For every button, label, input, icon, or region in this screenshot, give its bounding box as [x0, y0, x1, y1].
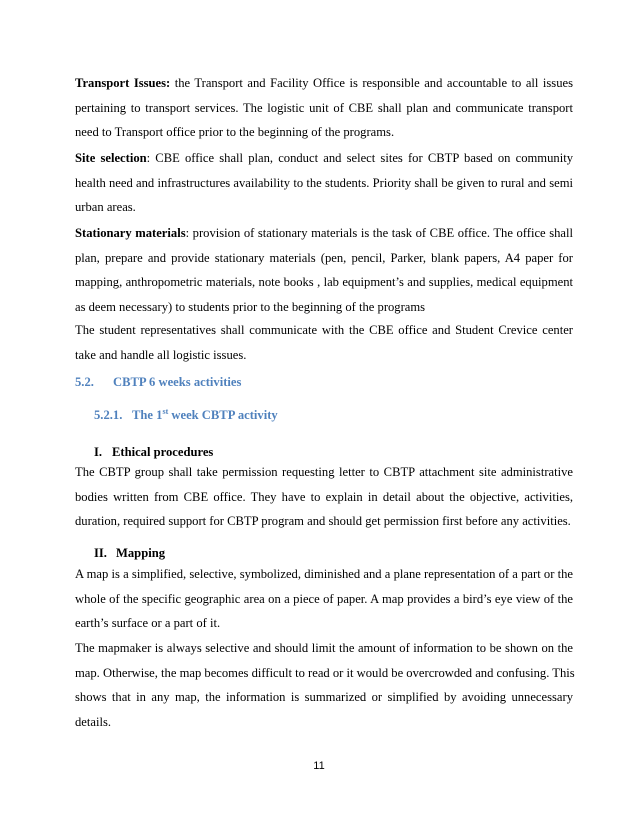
text-span: : CBE office shall plan, conduct and select sites for CBTP based on community [146, 151, 573, 165]
text-span: : provision of stationary materials is the task of CBE office. The office shall [185, 226, 573, 240]
text-line [75, 146, 573, 171]
heading-5-2-1 [94, 403, 592, 428]
text-line: map. Otherwise, the map becomes difficult to read or it would be overcrowded and confusing. This [75, 665, 575, 680]
paragraph-transport [75, 71, 573, 145]
stationary-label: Stationary materials [75, 226, 186, 240]
text-line: take and handle all logistic issues. [75, 347, 247, 362]
paragraph-site-selection [75, 146, 573, 220]
text-line: The CBTP group shall take permission requesting letter to CBTP attachment site administrative [75, 465, 573, 479]
text-line: The mapmaker is always selective and should limit the amount of information to be shown on the [75, 641, 573, 655]
paragraph-mapping-1 [75, 562, 573, 636]
text-line: The student representatives shall communicate with the CBE office and Student Crevice center [75, 323, 573, 337]
text-line: plan, prepare and provide stationary materials (pen, pencil, Parker, blank papers, A4 paper for [75, 250, 573, 265]
text-line: pertaining to transport services. The logistic unit of CBE shall plan and communicate transport [75, 100, 573, 115]
text-line [75, 221, 573, 246]
section-number: 5.2. [75, 375, 94, 389]
site-label: Site selection [75, 151, 147, 165]
text-line: duration, required support for CBTP program and should get permission first before any activities. [75, 514, 571, 528]
section-title: CBTP 6 weeks activities [113, 375, 242, 389]
list-number: I. [94, 445, 103, 459]
page-number: 11 [313, 760, 325, 772]
text-line: bodies written from CBE office. They have to explain in detail about the objective, activities, [75, 489, 573, 504]
text-line: shows that in any map, the information is summarized or simplified by avoiding unnecessary [75, 690, 573, 704]
text-line: whole of the specific geographic area on a piece of paper. A map provides a bird’s eye view of the [75, 591, 573, 606]
text-line: details. [75, 714, 112, 729]
text-line: A map is a simplified, selective, symbolized, diminished and a plane representation of a part or the [75, 567, 573, 581]
text-line [75, 71, 573, 96]
text-span: week CBTP activity [168, 408, 278, 422]
section-heading [75, 370, 573, 395]
paragraph-mapping-2 [75, 636, 573, 734]
text-line: need to Transport office prior to the beginning of the programs. [75, 125, 395, 139]
text-line: as deem necessary) to students prior to the beginning of the programs [75, 299, 426, 314]
heading-5-2 [75, 370, 573, 395]
list-title: Ethical procedures [112, 445, 214, 459]
text-span: st [162, 406, 169, 416]
paragraph-ethical [75, 460, 573, 534]
text-line: earth’s surface or a part of it. [75, 616, 221, 630]
subsection-heading [94, 403, 592, 428]
list-number: II. [94, 546, 107, 560]
transport-label: Transport Issues: [75, 76, 171, 90]
paragraph-stationary [75, 221, 573, 319]
text-line: health need and infrastructures availability to the students. Priority shall be given to rural and semi [75, 175, 573, 190]
text-span: the Transport and Facility Office is responsible and accountable to all issues [170, 76, 573, 90]
list-title: Mapping [116, 546, 165, 560]
section-number: 5.2.1. [94, 408, 123, 422]
text-span: The 1 [132, 408, 163, 422]
paragraph-students [75, 318, 573, 367]
text-line: urban areas. [75, 200, 136, 214]
text-line: mapping, anthropometric materials, note books , lab equipment’s and supplies, medical equipment [75, 275, 573, 289]
